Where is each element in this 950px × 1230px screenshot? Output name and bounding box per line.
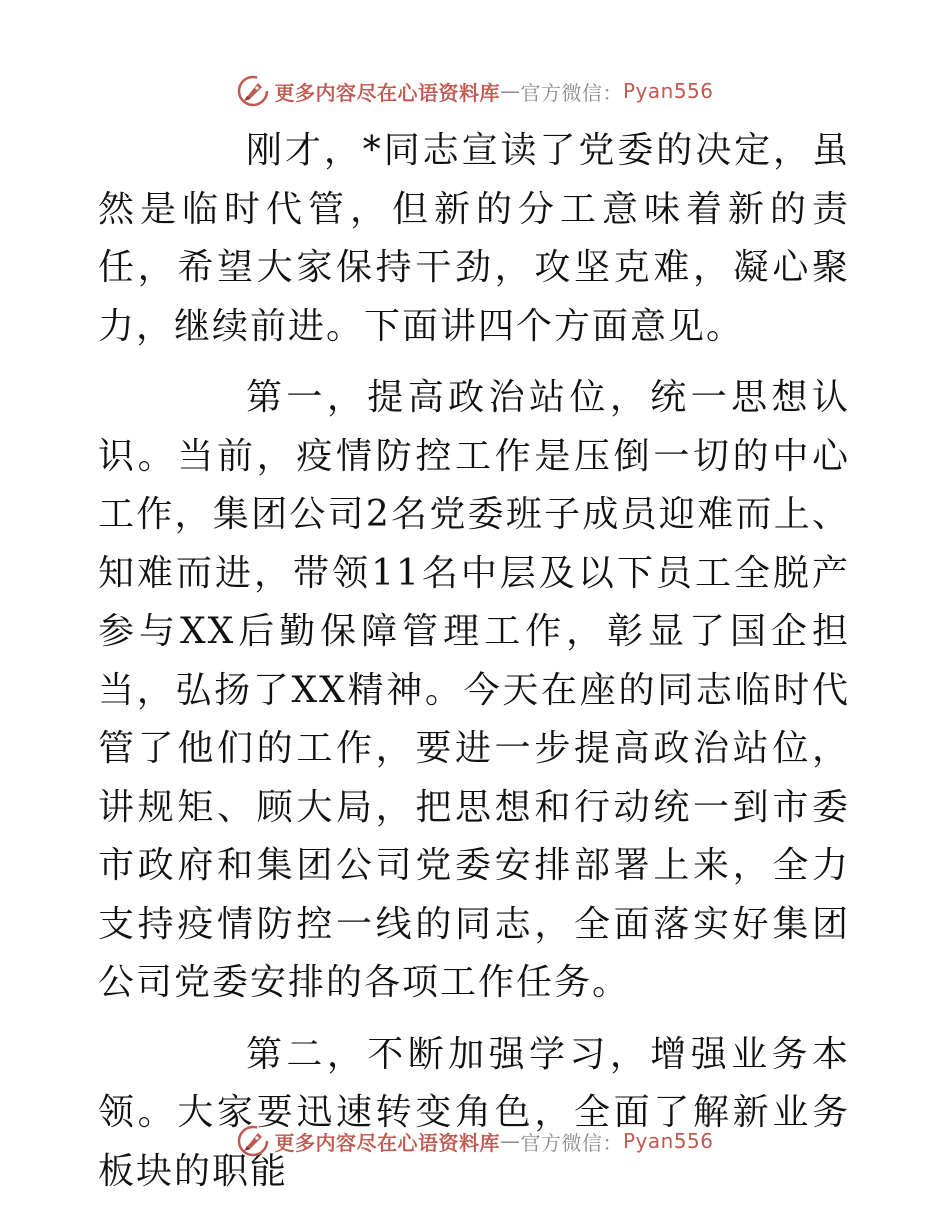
- watermark-text: 更多内容尽在心语资料库: [274, 80, 500, 105]
- watermark-wechat-id: Pyan556: [622, 79, 714, 103]
- watermark-separator: —: [499, 1129, 521, 1153]
- section-2-heading: 第二，不断加强学习，增强业务本领。: [98, 1033, 850, 1133]
- watermark-contact-label: 官方微信：: [520, 80, 623, 105]
- watermark-separator: —: [499, 79, 521, 103]
- paragraph-section-2: [98, 1026, 850, 1202]
- pen-nib-logo-icon: [236, 74, 270, 108]
- header-watermark: [0, 71, 950, 111]
- paragraph-intro: [98, 122, 850, 356]
- document-body: [98, 122, 850, 1201]
- paragraph-intro-text: 刚才，*同志宣读了党委的决定，虽然是临时代管，但新的分工意味着新的责任，希望大家保持干劲，攻坚克难，凝心聚力，继续前进。下面讲四个方面意见。: [98, 130, 850, 347]
- section-2-text: 大家要迅速转变角色，全面了解新业务板块的职能: [98, 1092, 850, 1192]
- section-1-text: 当前，疫情防控工作是压倒一切的中心工作，集团公司2名党委班子成员迎难而上、知难而进，带领11名中层及以下员工全脱产参与XX后勤保障管理工作，彰显了国企担当，弘扬了XX精神。今天在座的同志临时代管了他们的工作，要进一步提高政治站位，讲规矩、顾大局，把思想和行动统一到市委市政府和集团公司党委安排部署上来，全力支持疫情防控一线的同志，全面落实好集团公司党委安排的各项工作任务。: [98, 435, 850, 1003]
- section-1-heading: 第一，提高政治站位，统一思想认识。: [98, 377, 850, 477]
- paragraph-section-1: [98, 369, 850, 1013]
- watermark-text: 更多内容尽在心语资料库: [274, 1130, 500, 1155]
- footer-watermark: [0, 1121, 950, 1161]
- watermark-wechat-id: Pyan556: [622, 1129, 714, 1153]
- pen-nib-logo-icon: [236, 1124, 270, 1158]
- watermark-contact-label: 官方微信：: [520, 1130, 623, 1155]
